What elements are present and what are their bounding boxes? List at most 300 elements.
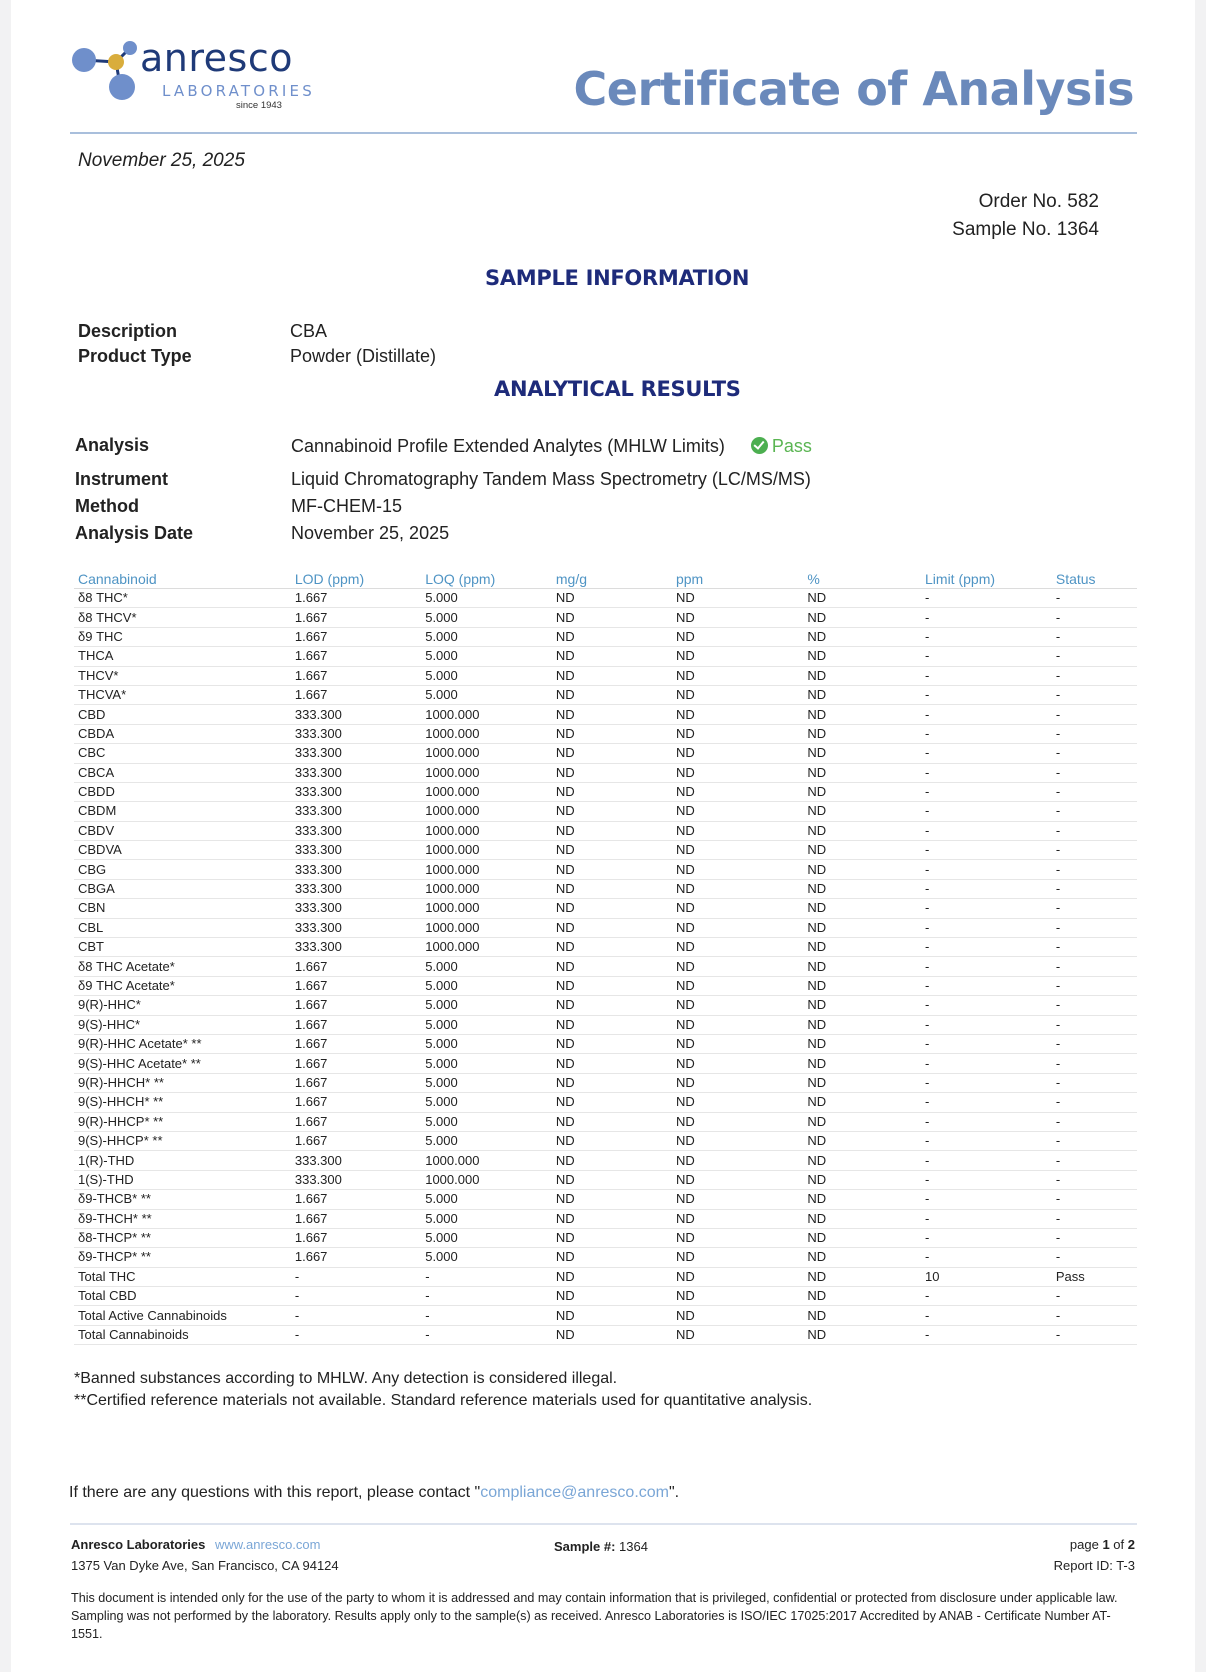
page-current: 1 [1102,1537,1110,1552]
cell-ppm: ND [672,1054,803,1073]
cell-limit: - [921,821,1052,840]
cell-loq: 5.000 [421,1190,552,1209]
cell-lod: - [291,1306,421,1325]
description-value: CBA [290,321,328,341]
cell-cannabinoid: Total Cannabinoids [74,1325,291,1344]
cell-lod: 333.300 [291,724,421,743]
check-circle-icon [751,437,768,454]
cell-limit: - [921,647,1052,666]
cell-mg-per-g: ND [552,1325,672,1344]
analysis-value [291,436,812,457]
cell-lod: 333.300 [291,879,421,898]
cell-lod: 333.300 [291,938,421,957]
table-row [74,860,1137,879]
cell-lod: 1.667 [291,1093,421,1112]
sample-information-heading: SAMPLE INFORMATION [485,266,750,290]
table-row [74,802,1137,821]
instrument-label: Instrument [75,469,169,489]
cell-limit: - [921,744,1052,763]
cell-limit: - [921,1093,1052,1112]
cell-loq: 5.000 [421,1248,552,1267]
page-prefix: page [1069,1537,1099,1552]
cell-loq: - [421,1287,552,1306]
cannabinoid-results-table [74,569,1137,1345]
cell-loq: 5.000 [421,647,552,666]
cell-mg-per-g: ND [552,938,672,957]
cell-percent: ND [803,879,921,898]
cell-mg-per-g: ND [552,589,672,608]
cell-mg-per-g: ND [552,744,672,763]
cell-cannabinoid: CBGA [74,879,291,898]
cell-ppm: ND [672,1170,803,1189]
cell-limit: - [921,608,1052,627]
cell-limit: - [921,724,1052,743]
cell-loq: 1000.000 [421,724,552,743]
logo-since: since 1943 [236,100,282,111]
cell-cannabinoid: Total Active Cannabinoids [74,1306,291,1325]
cell-ppm: ND [672,782,803,801]
cell-status: - [1052,976,1137,995]
cell-ppm: ND [672,1131,803,1150]
table-row [74,1267,1137,1286]
cell-loq: - [421,1325,552,1344]
cell-lod: 333.300 [291,744,421,763]
col-lod: LOD (ppm) [291,569,421,589]
table-row [74,589,1137,608]
cell-status: - [1052,1170,1137,1189]
cell-lod: - [291,1287,421,1306]
cell-cannabinoid: δ9 THC Acetate* [74,976,291,995]
cell-limit: - [921,1015,1052,1034]
cell-lod: - [291,1267,421,1286]
cell-mg-per-g: ND [552,763,672,782]
order-info [952,188,1099,244]
table-row [74,841,1137,860]
cell-percent: ND [803,918,921,937]
cell-ppm: ND [672,1287,803,1306]
cell-cannabinoid: δ9-THCB* ** [74,1190,291,1209]
cell-percent: ND [803,996,921,1015]
col-ppm: ppm [672,569,803,589]
table-row [74,724,1137,743]
document-title: Certificate of Analysis [573,62,1134,116]
cell-ppm: ND [672,744,803,763]
cell-ppm: ND [672,1073,803,1092]
cell-status: - [1052,1209,1137,1228]
report-date: November 25, 2025 [78,150,245,171]
cell-mg-per-g: ND [552,1248,672,1267]
cell-limit: - [921,860,1052,879]
cell-mg-per-g: ND [552,957,672,976]
cell-cannabinoid: 9(S)-HHCH* ** [74,1093,291,1112]
cell-ppm: ND [672,627,803,646]
cell-cannabinoid: CBL [74,918,291,937]
table-row [74,1151,1137,1170]
table-row [74,1306,1137,1325]
cell-lod: 1.667 [291,666,421,685]
cell-limit: - [921,938,1052,957]
cell-loq: 1000.000 [421,860,552,879]
table-row [74,1325,1137,1344]
cell-percent: ND [803,685,921,704]
cell-ppm: ND [672,802,803,821]
cell-limit: - [921,1287,1052,1306]
cell-mg-per-g: ND [552,1170,672,1189]
cell-limit: - [921,976,1052,995]
cell-loq: 5.000 [421,976,552,995]
table-row [74,782,1137,801]
cell-percent: ND [803,1131,921,1150]
cell-percent: ND [803,724,921,743]
cell-ppm: ND [672,608,803,627]
table-row [74,744,1137,763]
cell-lod: 333.300 [291,918,421,937]
cell-percent: ND [803,1054,921,1073]
cell-ppm: ND [672,647,803,666]
cell-lod: 1.667 [291,589,421,608]
col-loq: LOQ (ppm) [421,569,552,589]
cell-loq: 5.000 [421,957,552,976]
table-row [74,996,1137,1015]
cell-percent: ND [803,589,921,608]
footer-disclaimer: This document is intended only for the use of the party to whom it is addressed and may contain information that is privileged, confidential or protected from disclosure under applicable law. Sampling was not performed by the laboratory. Results apply only to the sample(s) as received. Anresco Laboratories is ISO/IEC 17025:2017 Accredited by ANAB - Certificate Number AT-1551. [71,1591,1118,1641]
cell-percent: ND [803,666,921,685]
cell-ppm: ND [672,821,803,840]
cell-ppm: ND [672,1112,803,1131]
cell-loq: 5.000 [421,1015,552,1034]
table-row [74,899,1137,918]
cell-limit: - [921,1209,1052,1228]
col-mg-per-g: mg/g [552,569,672,589]
table-row [74,1073,1137,1092]
contact-line [69,1484,679,1502]
table-body [74,589,1137,1345]
cell-loq: 5.000 [421,1034,552,1053]
product-type-label: Product Type [78,346,192,366]
cell-lod: 333.300 [291,860,421,879]
cell-loq: 5.000 [421,608,552,627]
cell-status: Pass [1052,1267,1137,1286]
cell-mg-per-g: ND [552,976,672,995]
cell-status: - [1052,1151,1137,1170]
cell-mg-per-g: ND [552,666,672,685]
footer-address: 1375 Van Dyke Ave, San Francisco, CA 94124 [71,1558,339,1573]
cell-ppm: ND [672,1034,803,1053]
cell-lod: 1.667 [291,1015,421,1034]
cell-mg-per-g: ND [552,1209,672,1228]
cell-loq: 1000.000 [421,1170,552,1189]
cell-mg-per-g: ND [552,996,672,1015]
footer-report-id: Report ID: T-3 [1053,1558,1135,1573]
cell-percent: ND [803,782,921,801]
analysis-date-value: November 25, 2025 [291,523,450,543]
cell-loq: 1000.000 [421,705,552,724]
cell-percent: ND [803,841,921,860]
cell-loq: 5.000 [421,589,552,608]
cell-status: - [1052,1248,1137,1267]
table-row [74,1209,1137,1228]
compliance-email-link[interactable]: compliance@anresco.com [480,1484,669,1501]
sample-number: Sample No. 1364 [952,219,1099,240]
cell-status: - [1052,744,1137,763]
cell-loq: 5.000 [421,1073,552,1092]
cell-limit: - [921,1131,1052,1150]
cell-percent: ND [803,1306,921,1325]
cell-loq: 5.000 [421,1209,552,1228]
cell-limit: - [921,1054,1052,1073]
cell-percent: ND [803,976,921,995]
cell-mg-per-g: ND [552,1034,672,1053]
cell-ppm: ND [672,685,803,704]
cell-cannabinoid: CBDM [74,802,291,821]
cell-ppm: ND [672,1093,803,1112]
cell-status: - [1052,879,1137,898]
method-label: Method [75,496,139,516]
cell-percent: ND [803,608,921,627]
cell-ppm: ND [672,589,803,608]
footer-sample-label: Sample #: [554,1539,616,1554]
cell-mg-per-g: ND [552,724,672,743]
cell-status: - [1052,685,1137,704]
cell-percent: ND [803,744,921,763]
cell-status: - [1052,1190,1137,1209]
cell-mg-per-g: ND [552,918,672,937]
table-row [74,1054,1137,1073]
cell-limit: - [921,1228,1052,1247]
cell-limit: - [921,705,1052,724]
cell-mg-per-g: ND [552,1112,672,1131]
table-row [74,821,1137,840]
cell-limit: - [921,879,1052,898]
cell-mg-per-g: ND [552,841,672,860]
cell-cannabinoid: CBC [74,744,291,763]
table-row [74,685,1137,704]
cell-ppm: ND [672,938,803,957]
cell-lod: 333.300 [291,841,421,860]
cell-cannabinoid: 9(R)-HHC* [74,996,291,1015]
cell-ppm: ND [672,1325,803,1344]
cell-mg-per-g: ND [552,1267,672,1286]
footer-page-indicator [1070,1537,1135,1552]
cell-status: - [1052,1054,1137,1073]
cell-percent: ND [803,1034,921,1053]
cell-loq: 1000.000 [421,802,552,821]
cell-ppm: ND [672,666,803,685]
cell-limit: - [921,666,1052,685]
table-row [74,1228,1137,1247]
cell-limit: - [921,782,1052,801]
cell-loq: 1000.000 [421,782,552,801]
cell-mg-per-g: ND [552,1151,672,1170]
cell-loq: 5.000 [421,1112,552,1131]
cell-percent: ND [803,627,921,646]
cell-limit: - [921,841,1052,860]
analysis-name: Cannabinoid Profile Extended Analytes (MHLW Limits) [291,436,725,456]
molecule-logo-icon [72,40,142,110]
cell-percent: ND [803,899,921,918]
cell-lod: 1.667 [291,1209,421,1228]
cell-ppm: ND [672,1306,803,1325]
contact-suffix: ". [669,1484,680,1501]
cell-cannabinoid: CBDV [74,821,291,840]
cell-lod: 333.300 [291,1170,421,1189]
col-limit: Limit (ppm) [921,569,1052,589]
cell-limit: - [921,957,1052,976]
cell-status: - [1052,957,1137,976]
cell-lod: 333.300 [291,802,421,821]
cell-status: - [1052,938,1137,957]
cell-status: - [1052,841,1137,860]
cell-ppm: ND [672,724,803,743]
cell-lod: 1.667 [291,1228,421,1247]
cell-lod: 1.667 [291,627,421,646]
cell-ppm: ND [672,1228,803,1247]
cell-ppm: ND [672,705,803,724]
cell-cannabinoid: 9(R)-HHCP* ** [74,1112,291,1131]
cell-percent: ND [803,1267,921,1286]
cell-status: - [1052,1073,1137,1092]
cell-ppm: ND [672,996,803,1015]
cell-lod: 333.300 [291,782,421,801]
cell-lod: 1.667 [291,996,421,1015]
cell-ppm: ND [672,1151,803,1170]
analysis-label: Analysis [75,435,150,455]
cell-status: - [1052,899,1137,918]
cell-percent: ND [803,1151,921,1170]
cell-ppm: ND [672,1190,803,1209]
cell-status: - [1052,647,1137,666]
cell-lod: 1.667 [291,1190,421,1209]
cell-percent: ND [803,821,921,840]
cell-status: - [1052,918,1137,937]
page-total: 2 [1127,1537,1135,1552]
cell-ppm: ND [672,918,803,937]
product-type-value: Powder (Distillate) [290,346,437,366]
table-row [74,705,1137,724]
cell-percent: ND [803,647,921,666]
cell-limit: - [921,802,1052,821]
page-of: of [1113,1537,1125,1552]
cell-loq: 5.000 [421,996,552,1015]
cell-percent: ND [803,1170,921,1189]
cell-loq: 1000.000 [421,763,552,782]
cell-loq: 5.000 [421,1093,552,1112]
cell-lod: 1.667 [291,647,421,666]
cell-cannabinoid: CBN [74,899,291,918]
cell-percent: ND [803,1287,921,1306]
cell-lod: 1.667 [291,1073,421,1092]
cell-limit: - [921,627,1052,646]
cell-limit: - [921,1325,1052,1344]
cell-status: - [1052,1306,1137,1325]
cell-mg-per-g: ND [552,627,672,646]
cell-status: - [1052,821,1137,840]
footer-divider [70,1523,1137,1525]
col-status: Status [1052,569,1137,589]
cell-cannabinoid: Total CBD [74,1287,291,1306]
cell-loq: 5.000 [421,627,552,646]
cell-limit: - [921,1151,1052,1170]
description-label: Description [78,321,178,341]
table-row [74,647,1137,666]
cell-lod: 333.300 [291,899,421,918]
table-row [74,918,1137,937]
anresco-logo [72,36,322,112]
table-row [74,879,1137,898]
cell-percent: ND [803,860,921,879]
contact-prefix: If there are any questions with this report, please contact " [69,1484,481,1501]
cell-percent: ND [803,1093,921,1112]
footer-website-link[interactable]: www.anresco.com [215,1537,321,1552]
cell-ppm: ND [672,976,803,995]
cell-ppm: ND [672,899,803,918]
cell-limit: 10 [921,1267,1052,1286]
cell-lod: 1.667 [291,1248,421,1267]
cell-cannabinoid: THCV* [74,666,291,685]
cell-ppm: ND [672,1209,803,1228]
footnote-banned: *Banned substances according to MHLW. Any detection is considered illegal. [74,1370,618,1387]
cell-mg-per-g: ND [552,1131,672,1150]
cell-mg-per-g: ND [552,1306,672,1325]
cell-cannabinoid: THCA [74,647,291,666]
instrument-value: Liquid Chromatography Tandem Mass Spectrometry (LC/MS/MS) [291,469,811,489]
cell-lod: 1.667 [291,1034,421,1053]
cell-mg-per-g: ND [552,879,672,898]
table-row [74,608,1137,627]
cell-cannabinoid: CBCA [74,763,291,782]
cell-cannabinoid: 9(S)-HHC Acetate* ** [74,1054,291,1073]
table-row [74,938,1137,957]
cell-ppm: ND [672,841,803,860]
footer-sample-value: 1364 [619,1539,648,1554]
cell-status: - [1052,860,1137,879]
table-row [74,976,1137,995]
table-row [74,1131,1137,1150]
cell-lod: 333.300 [291,763,421,782]
cell-percent: ND [803,938,921,957]
cell-loq: 1000.000 [421,899,552,918]
cell-cannabinoid: δ9-THCP* ** [74,1248,291,1267]
cell-status: - [1052,589,1137,608]
cell-status: - [1052,724,1137,743]
cell-mg-per-g: ND [552,1190,672,1209]
table-row [74,763,1137,782]
analytical-results-heading: ANALYTICAL RESULTS [494,377,741,401]
cell-limit: - [921,996,1052,1015]
cell-cannabinoid: CBDA [74,724,291,743]
cell-status: - [1052,1093,1137,1112]
cell-mg-per-g: ND [552,647,672,666]
cell-status: - [1052,1228,1137,1247]
cell-mg-per-g: ND [552,1073,672,1092]
cell-percent: ND [803,1073,921,1092]
cell-cannabinoid: 9(S)-HHCP* ** [74,1131,291,1150]
cell-lod: 1.667 [291,976,421,995]
cell-percent: ND [803,1209,921,1228]
table-row [74,1190,1137,1209]
cell-mg-per-g: ND [552,608,672,627]
cell-cannabinoid: CBDVA [74,841,291,860]
cell-ppm: ND [672,1267,803,1286]
cell-mg-per-g: ND [552,860,672,879]
cell-lod: 1.667 [291,1112,421,1131]
cell-mg-per-g: ND [552,899,672,918]
cell-cannabinoid: δ8-THCP* ** [74,1228,291,1247]
cell-mg-per-g: ND [552,685,672,704]
cell-lod: 1.667 [291,608,421,627]
cell-limit: - [921,1306,1052,1325]
cell-status: - [1052,1015,1137,1034]
